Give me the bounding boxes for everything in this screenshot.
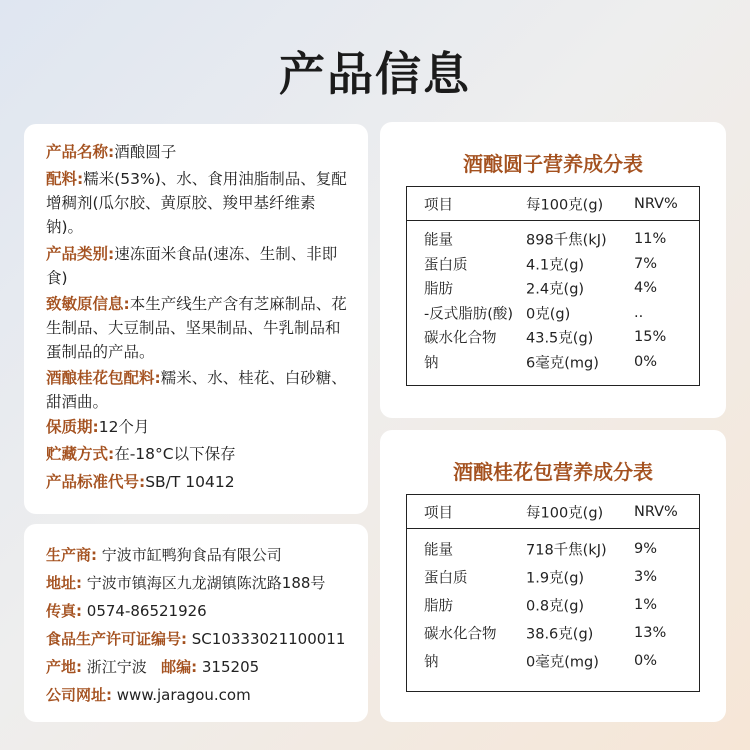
nutrient-amount: 1.9克(g) <box>526 570 585 587</box>
nutrient-amount: 6毫克(mg) <box>526 355 599 372</box>
postcode-value: 315205 <box>201 658 260 676</box>
standard-label: 产品标准代号: <box>46 473 146 491</box>
nutrient-nrv: 11% <box>634 231 667 248</box>
license-value: SC10333021100011 <box>191 630 346 648</box>
postcode-label: 邮编: <box>161 658 198 676</box>
nutrient-name: 能量 <box>424 542 453 559</box>
nutrition-title: 酒酿圆子营养成分表 <box>463 152 643 176</box>
filling-value: 糯米、水、桂花、白砂糖、甜酒曲。 <box>46 369 347 411</box>
address-label: 地址: <box>46 574 82 592</box>
ingredients-value: 糯米(53%)、水、食用油脂制品、复配增稠剂(瓜尔胶、黄原胶、羧甲基纤维素钠)。 <box>46 170 347 236</box>
nutrient-amount: 2.4克(g) <box>526 281 585 298</box>
nutrient-nrv: 0% <box>634 353 658 370</box>
nutrient-nrv: .. <box>634 304 644 321</box>
website-value: www.jaragou.com <box>116 686 251 704</box>
allergen-value: 本生产线生产含有芝麻制品、花生制品、大豆制品、坚果制品、牛乳制品和蛋制品的产品。 <box>46 295 347 361</box>
table-body <box>407 529 699 675</box>
standard-value: SB/T 10412 <box>145 473 235 491</box>
nutrient-nrv: 0% <box>634 653 658 669</box>
producer-row <box>46 545 282 565</box>
fax-value: 0574-86521926 <box>86 602 207 620</box>
allergen-label: 致敏原信息: <box>46 295 130 313</box>
table-row <box>407 227 699 252</box>
table-row <box>407 276 699 301</box>
fax-row <box>46 601 207 621</box>
nutrition-title: 酒酿桂花包营养成分表 <box>453 460 653 484</box>
origin-row <box>46 657 259 677</box>
nutrient-nrv: 13% <box>634 625 667 641</box>
storage-row <box>46 442 351 466</box>
origin-label: 产地: <box>46 658 82 676</box>
shelf-life-row <box>46 415 351 439</box>
table-row <box>407 350 699 375</box>
nutrient-nrv: 15% <box>634 329 667 346</box>
license-row <box>46 629 345 649</box>
nutrient-name: 钠 <box>424 654 439 671</box>
page-title: 产品信息 <box>279 47 471 101</box>
nutrient-amount: 0毫克(mg) <box>526 654 599 671</box>
table-row <box>407 252 699 277</box>
category-label: 产品类别: <box>46 245 115 263</box>
nutrition-table <box>406 186 700 386</box>
table-header <box>407 187 699 221</box>
nutrient-name: 蛋白质 <box>424 570 468 587</box>
shelf-life-value: 12个月 <box>98 418 150 436</box>
header-item: 项目 <box>424 505 453 521</box>
shelf-life-label: 保质期: <box>46 418 99 436</box>
producer-label: 生产商: <box>46 546 97 564</box>
category-row <box>46 242 351 290</box>
nutrient-nrv: 7% <box>634 255 658 272</box>
nutrient-name: 脂肪 <box>424 598 453 615</box>
nutrient-amount: 4.1克(g) <box>526 257 585 274</box>
nutrition-card-osmanthus <box>380 430 726 722</box>
producer-value: 宁波市缸鸭狗食品有限公司 <box>101 546 282 564</box>
address-value: 宁波市镇海区九龙湖镇陈沈路188号 <box>86 574 326 592</box>
nutrient-nrv: 4% <box>634 280 658 297</box>
nutrient-amount: 0.8克(g) <box>526 598 585 615</box>
header-per100g: 每100克(g) <box>526 197 604 213</box>
nutrient-name: -反式脂肪(酸) <box>424 306 514 323</box>
product-info-card <box>24 124 368 514</box>
nutrition-card-dumplings <box>380 122 726 418</box>
storage-label: 贮藏方式: <box>46 445 115 463</box>
table-row <box>407 563 699 591</box>
license-label: 食品生产许可证编号: <box>46 630 187 648</box>
nutrient-name: 碳水化合物 <box>424 626 497 643</box>
nutrient-amount: 0克(g) <box>526 306 571 323</box>
table-row <box>407 591 699 619</box>
ingredients-label: 配料: <box>46 170 84 188</box>
filling-row <box>46 366 351 414</box>
table-row <box>407 301 699 326</box>
nutrient-name: 钠 <box>424 355 439 372</box>
fax-label: 传真: <box>46 602 82 620</box>
table-row <box>407 619 699 647</box>
address-row <box>46 573 325 593</box>
nutrient-nrv: 1% <box>634 597 658 613</box>
table-row <box>407 647 699 675</box>
nutrient-amount: 718千焦(kJ) <box>526 542 607 559</box>
company-info-card <box>24 524 368 722</box>
header-item: 项目 <box>424 197 453 213</box>
nutrient-amount: 43.5克(g) <box>526 330 594 347</box>
origin-value: 浙江宁波 <box>86 658 147 676</box>
nutrient-nrv: 9% <box>634 541 658 557</box>
storage-value: 在-18°C以下保存 <box>114 445 236 463</box>
filling-label: 酒酿桂花包配料: <box>46 369 161 387</box>
nutrient-nrv: 3% <box>634 569 658 585</box>
nutrient-name: 能量 <box>424 232 453 249</box>
header-nrv: NRV% <box>634 503 678 520</box>
product-name-value: 酒酿圆子 <box>114 143 177 161</box>
table-header <box>407 495 699 529</box>
header-per100g: 每100克(g) <box>526 505 604 521</box>
ingredients-row <box>46 167 351 239</box>
table-body <box>407 221 699 374</box>
nutrient-name: 脂肪 <box>424 281 453 298</box>
header-nrv: NRV% <box>634 195 678 212</box>
nutrient-name: 碳水化合物 <box>424 330 497 347</box>
standard-row <box>46 470 351 494</box>
product-name-row <box>46 140 351 164</box>
table-row <box>407 535 699 563</box>
website-row <box>46 685 251 705</box>
nutrition-table <box>406 494 700 692</box>
website-label: 公司网址: <box>46 686 112 704</box>
nutrient-name: 蛋白质 <box>424 257 468 274</box>
nutrient-amount: 38.6克(g) <box>526 626 594 643</box>
table-row <box>407 325 699 350</box>
product-name-label: 产品名称: <box>46 143 115 161</box>
nutrient-amount: 898千焦(kJ) <box>526 232 607 249</box>
category-value: 速冻面米食品(速冻、生制、非即食) <box>46 245 338 287</box>
allergen-row <box>46 292 351 364</box>
